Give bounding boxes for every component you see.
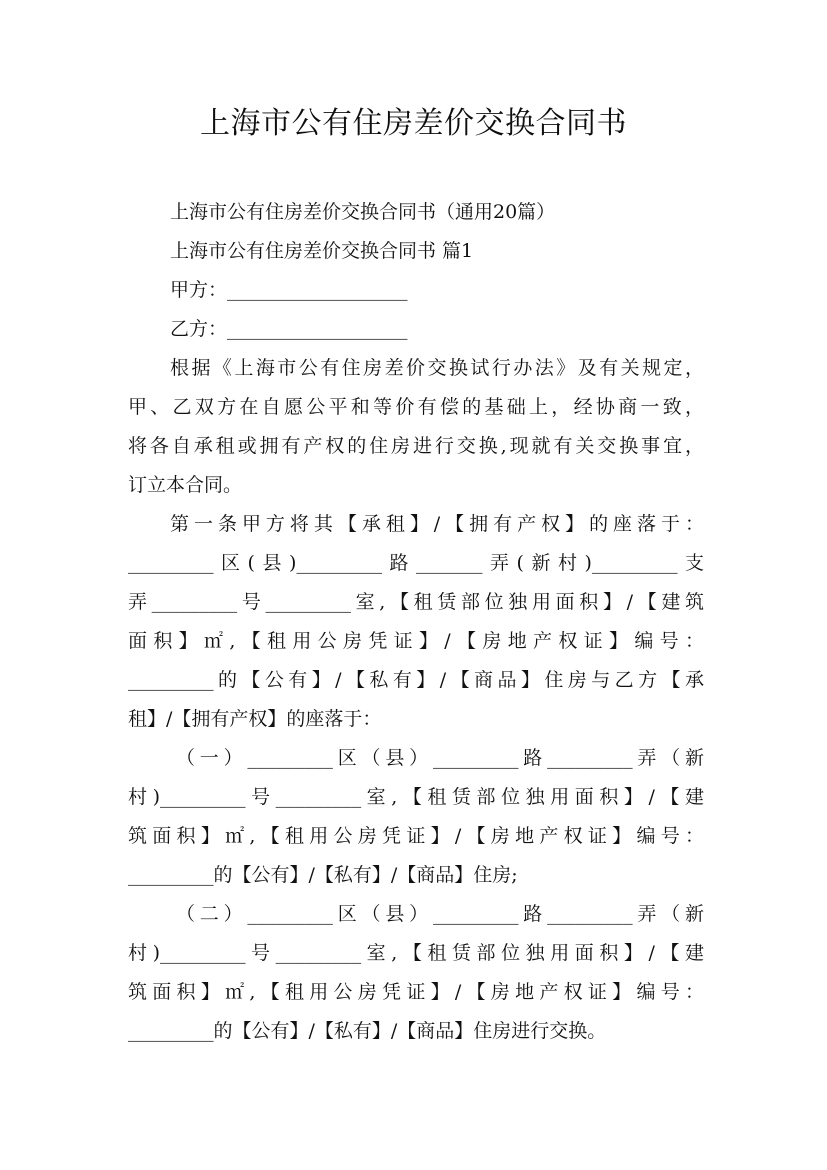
- clause-one-line: 筑面积】㎡,【租用公房凭证】/【房地产权证】编号：: [128, 825, 704, 847]
- paragraph-line: 将各自承租或拥有产权的住房进行交换,现就有关交换事宜，: [128, 435, 704, 457]
- article-line: _________的【公有】/【私有】/【商品】住房与乙方【承: [128, 669, 704, 691]
- subtitle-line: 上海市公有住房差价交换合同书（通用20篇）: [170, 201, 556, 223]
- clause-one-line: 村)_________号_________室,【租赁部位独用面积】/【建: [128, 786, 704, 808]
- paragraph-line: 根据《上海市公有住房差价交换试行办法》及有关规定，: [170, 357, 704, 379]
- clause-two-line: （二）_________区（县）_________路_________弄（新: [176, 903, 704, 925]
- article-line: 第一条甲方将其【承租】/【拥有产权】的座落于：: [170, 513, 704, 535]
- paragraph-line: 甲、乙双方在自愿公平和等价有偿的基础上，经协商一致，: [128, 396, 704, 418]
- clause-one-line: _________的【公有】/【私有】/【商品】住房;: [128, 864, 518, 886]
- clause-two-line: _________的【公有】/【私有】/【商品】住房进行交换。: [128, 1020, 607, 1042]
- section-heading: 上海市公有住房差价交换合同书 篇1: [170, 240, 474, 262]
- article-line: 面积】㎡,【租用公房凭证】/【房地产权证】编号：: [128, 630, 704, 652]
- party-a-line: 甲方：___________________: [170, 279, 408, 301]
- document-title: 上海市公有住房差价交换合同书: [200, 106, 627, 141]
- paragraph-line: 订立本合同。: [128, 474, 243, 496]
- party-b-line: 乙方：___________________: [170, 318, 408, 340]
- clause-two-line: 筑面积】㎡,【租用公房凭证】/【房地产权证】编号：: [128, 981, 704, 1003]
- clause-one-line: （一）_________区（县）_________路_________弄（新: [176, 747, 704, 769]
- article-line: _________区(县)_________路_______弄(新村)_________支: [128, 552, 704, 574]
- article-line: 租】/【拥有产权】的座落于：: [128, 708, 382, 730]
- article-line: 弄_________号_________室,【租赁部位独用面积】/【建筑: [128, 591, 704, 613]
- clause-two-line: 村)_________号_________室,【租赁部位独用面积】/【建: [128, 942, 704, 964]
